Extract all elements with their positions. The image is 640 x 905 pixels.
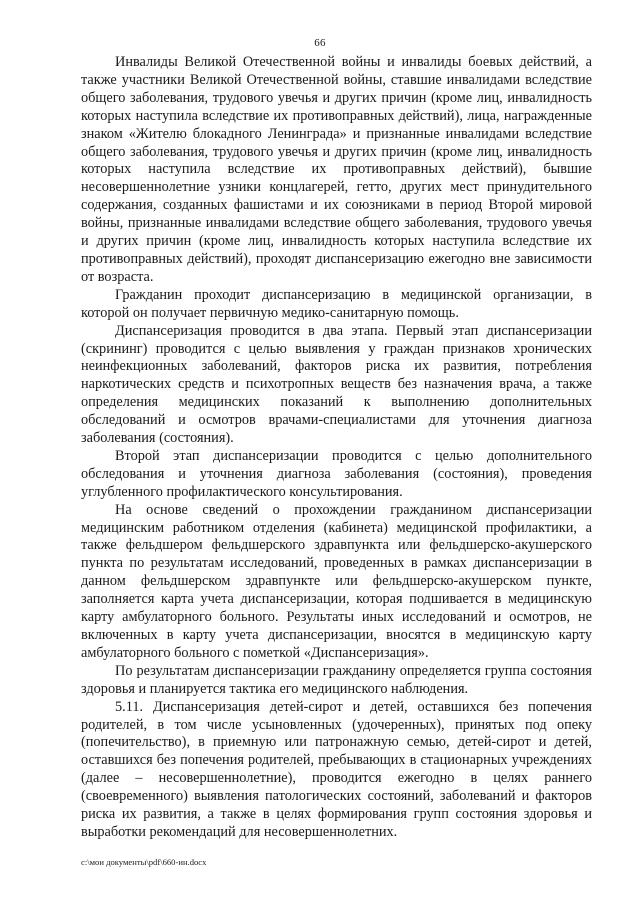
paragraph-disabled-veterans: Инвалиды Великой Отечественной войны и инвалиды боевых действий, а также участники Великой Отечественной войны, ставшие инвалидами вследствие общего заболевания, трудового увечья и других причин (кроме лиц, инвалидность которых наступила вследствие их противоправных действий), лица, награжденные знаком «Жителю блокадного Ленинграда» и признанные инвалидами вследствие общего заболевания, трудового увечья и других причин (кроме лиц, инвалидность которых наступила вследствие их противоправных действий), бывшие несовершеннолетние узники концлагерей, гетто, других мест принудительного содержания, созданных фашистами и их союзниками в период Второй мировой войны, признанные инвалидами вследствие общего заболевания, трудового увечья и других причин (кроме лиц, инвалидность которых наступила вследствие их противоправных действий), проходят диспансеризацию ежегодно вне зависимости от возраста. xyxy=(81,54,592,285)
paragraph-two-stages: Диспансеризация проводится в два этапа. Первый этап диспансеризации (скрининг) проводится с целью выявления у граждан признаков хронических неинфекционных заболеваний, факторов риска их развития, потребления наркотических средств и психотропных веществ без назначения врача, а также определения медицинских показаний к выполнению дополнительных обследований и осмотров врачами-специалистами для уточнения диагноза заболевания (состояния). xyxy=(81,322,592,447)
paragraph-registration-card: На основе сведений о прохождении гражданином диспансеризации медицинским работником отделения (кабинета) медицинской профилактики, а также фельдшером фельдшерского здравпункта или фельдшерско-акушерского пункта по результатам исследований, проведенных в рамках диспансеризации в данном фельдшерском здравпункте или фельдшерско-акушерском пункте, заполняется карта учета диспансеризации, которая подшивается в медицинскую карту амбулаторного больного. Результаты иных исследований и осмотров, не включенных в карту учета диспансеризации, вносятся в медицинскую карту амбулаторного больного с пометкой «Диспансеризация». xyxy=(81,501,592,661)
paragraph-section-5-11: 5.11. Диспансеризация детей-сирот и детей, оставшихся без попечения родителей, в том числе усыновленных (удочеренных), принятых под опеку (попечительство), в приемную или патронажную семью, детей-сирот и детей, оставшихся без попечения родителей, пребывающих в стационарных учреждениях (далее – несовершеннолетние), проводится ежегодно в целях раннего (своевременного) выявления патологических состояний, заболеваний и факторов риска их развития, а также в целях формирования групп состояния здоровья и выработки рекомендаций для несовершеннолетних. xyxy=(81,698,592,840)
paragraph-health-group: По результатам диспансеризации гражданину определяется группа состояния здоровья и планируется тактика его медицинского наблюдения. xyxy=(81,662,592,697)
footer-file-path: c:\мои документы\pdf\660-ин.docx xyxy=(81,857,207,867)
document-body xyxy=(81,54,592,842)
paragraph-medical-organization: Гражданин проходит диспансеризацию в медицинской организации, в которой он получает первичную медико-санитарную помощь. xyxy=(81,286,592,321)
paragraph-second-stage: Второй этап диспансеризации проводится с целью дополнительного обследования и уточнения диагноза заболевания (состояния), проведения углубленного профилактического консультирования. xyxy=(81,447,592,500)
page-number: 66 xyxy=(314,37,326,49)
